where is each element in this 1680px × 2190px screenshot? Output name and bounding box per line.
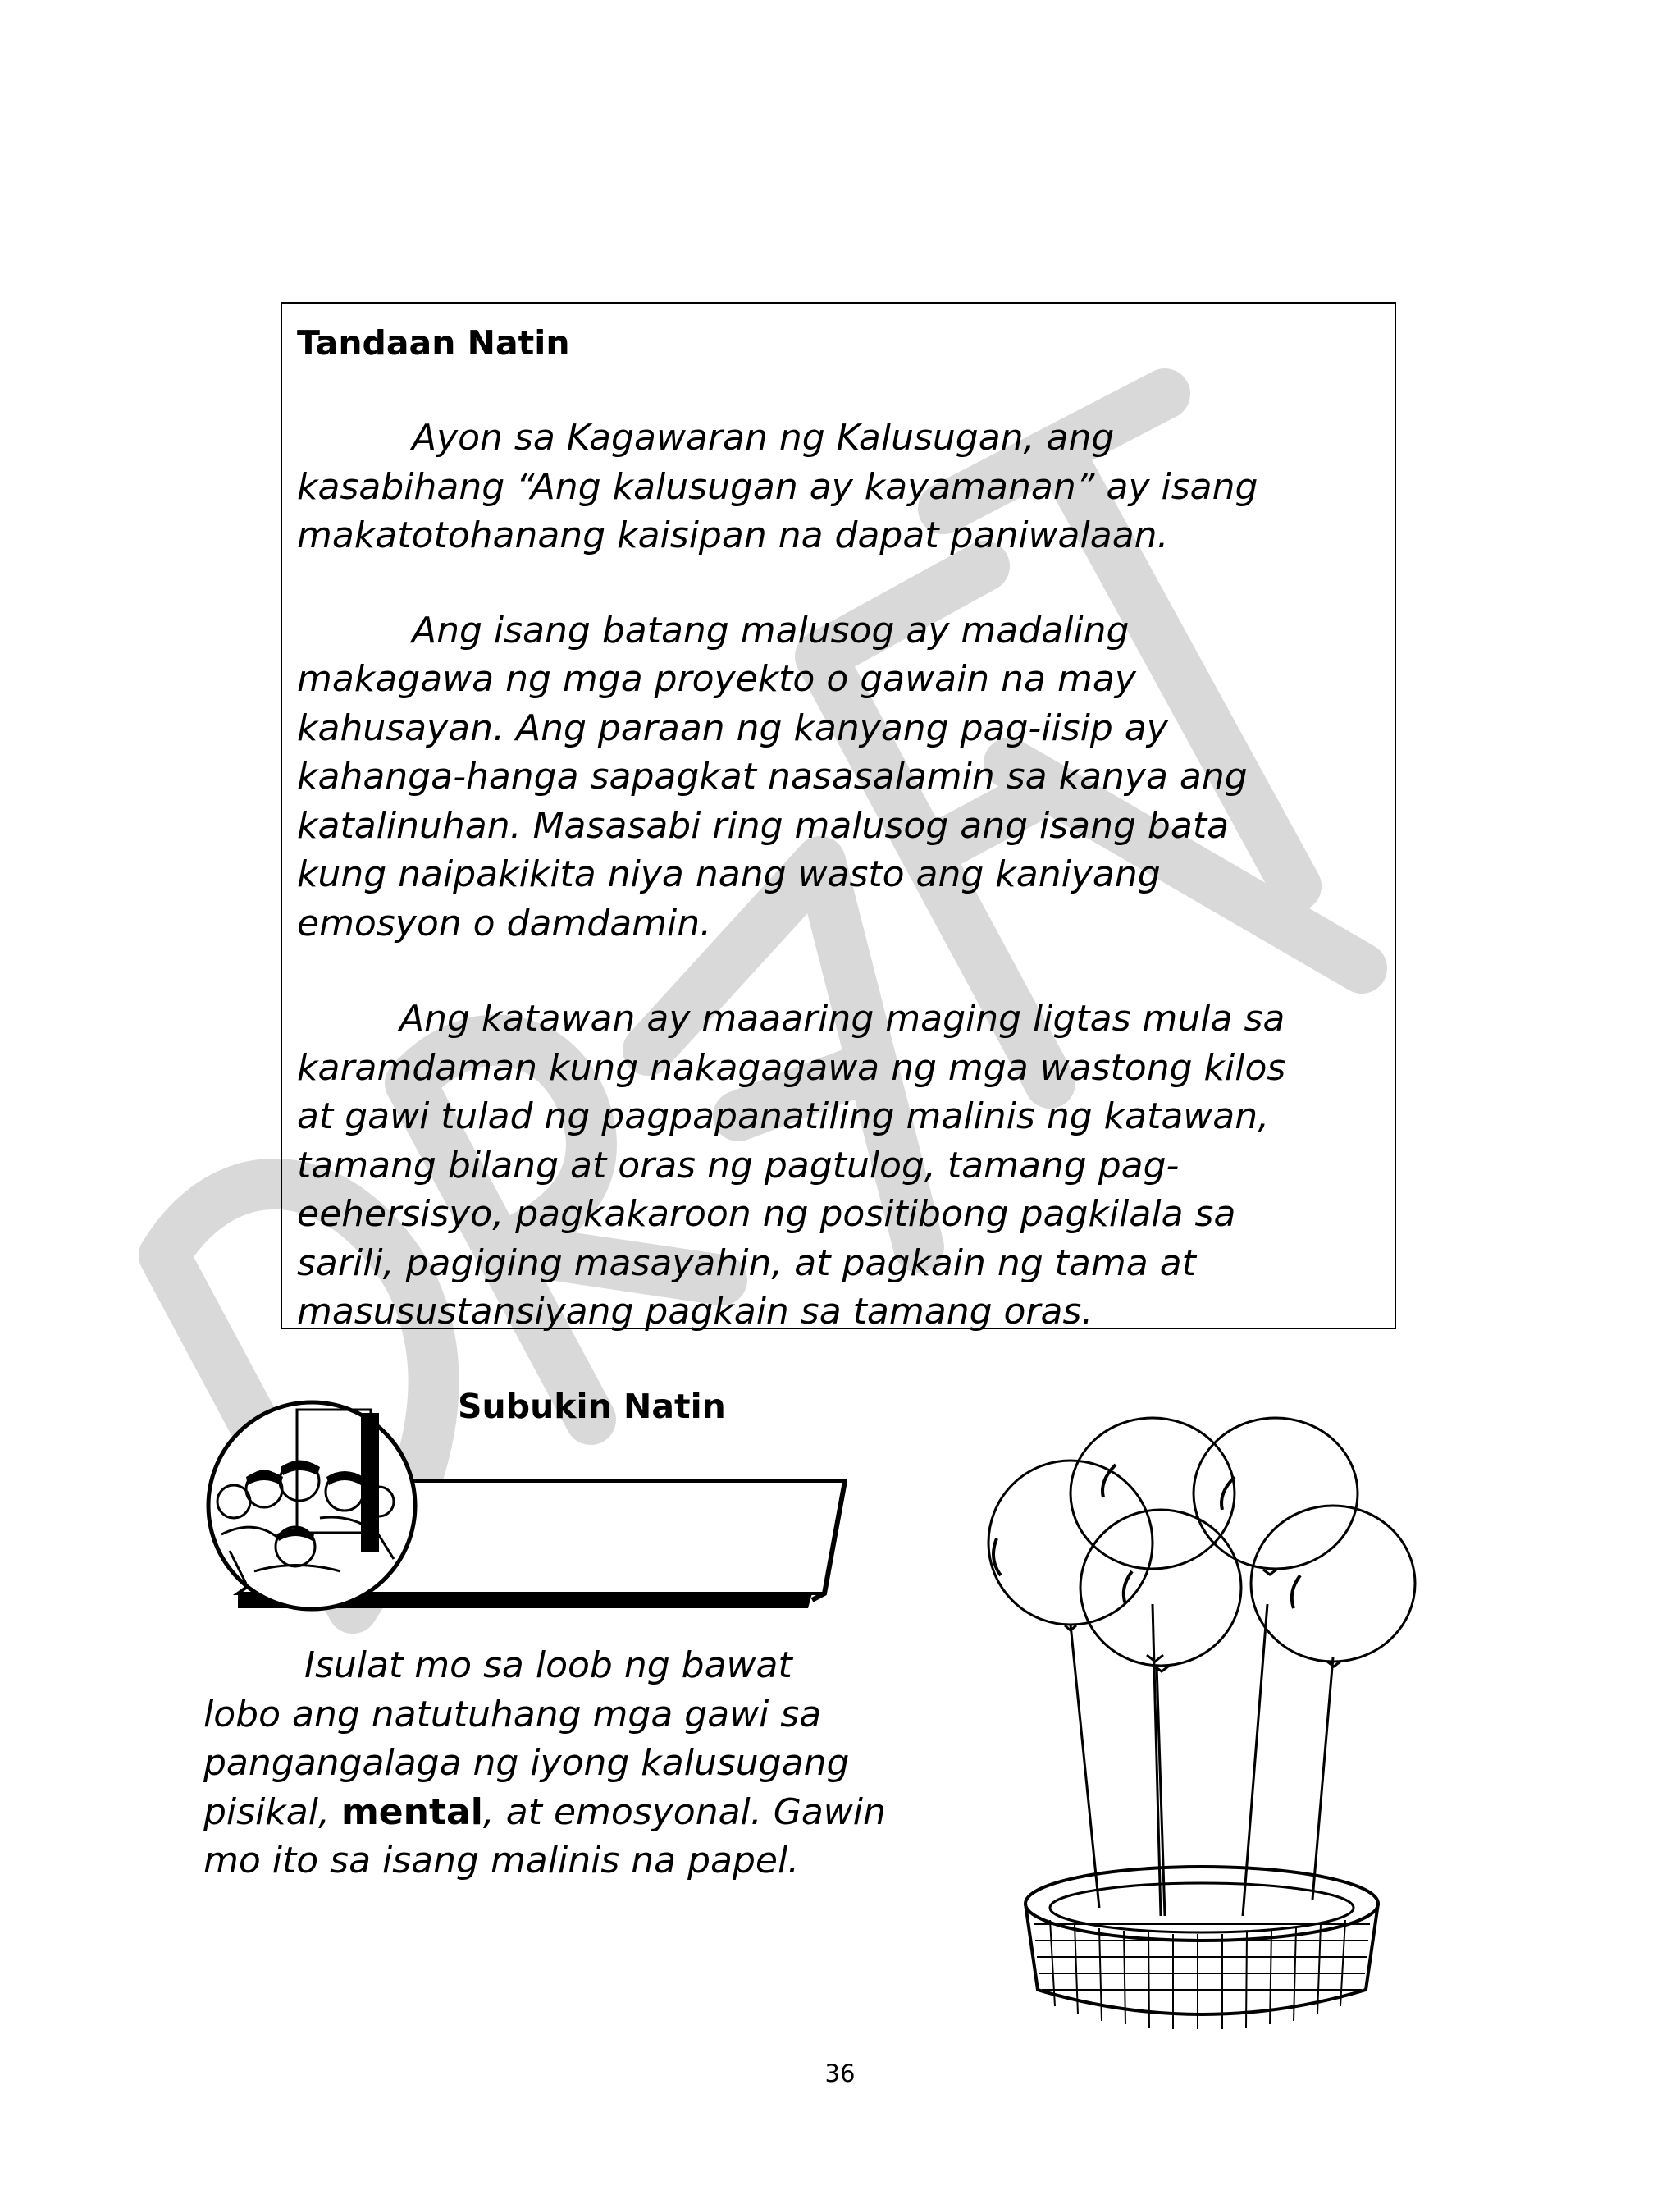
paragraph-3-line: eehersisyo, pagkakaroon ng positibong pagkilala sa [297, 1193, 1236, 1235]
instruction-line: mo ito sa isang malinis na papel. [203, 1840, 800, 1881]
instruction-line: Isulat mo sa loob ng bawat [304, 1644, 792, 1686]
paragraph-3-line: masusustansiyang pagkain sa tamang oras. [297, 1291, 1093, 1333]
instruction-line: lobo ang natutuhang mga gawi sa [203, 1693, 822, 1735]
paragraph-2-line: kahanga-hanga sapagkat nasasalamin sa kanya ang [297, 756, 1248, 798]
paragraph-2 [297, 606, 1378, 949]
paragraph-1-line: kasabihang “Ang kalusugan ay kayamanan” ay isang [297, 465, 1258, 508]
paragraph-1 [297, 414, 1378, 560]
bold-mental: mental [340, 1790, 483, 1833]
paragraph-3-line: at gawi tulad ng pagpapanatiling malinis ng katawan, [297, 1095, 1270, 1137]
tandaan-natin-box [281, 302, 1396, 1333]
paragraph-2-line: kahusayan. Ang paraan ng kanyang pag-iisip ay [297, 706, 1168, 749]
paragraph-3-line: Ang katawan ay maaaring maging ligtas mula sa [399, 998, 1285, 1040]
subukin-natin-title: Subukin Natin [458, 1387, 726, 1426]
instruction-line: pangangalaga ng iyong kalusugang [203, 1742, 850, 1784]
paragraph-2-line: emosyon o damdamin. [297, 902, 712, 944]
paragraph-3-line: sarili, pagiging masayahin, at pagkain ng tama at [297, 1241, 1196, 1284]
paragraph-2-line: Ang isang batang malusog ay madaling [412, 609, 1130, 652]
subukin-instructions [203, 1641, 958, 1886]
paragraph-2-line: kung naipakikita niya nang wasto ang kaniyang [297, 853, 1161, 895]
tandaan-natin-title: Tandaan Natin [297, 323, 570, 363]
paragraph-2-line: katalinuhan. Masasabi ring malusog ang isang bata [297, 804, 1230, 847]
instruction-text: pisikal, [203, 1790, 341, 1833]
instruction-text: , at emosyonal. Gawin [482, 1790, 886, 1833]
page-number: 36 [824, 2060, 856, 2087]
paragraph-1-line: Ayon sa Kagawaran ng Kalusugan, ang [412, 417, 1115, 459]
instruction-line [203, 1788, 958, 1837]
balloons-basket-illustration [952, 1415, 1427, 2047]
paragraph-2-line: makagawa ng mga proyekto o gawain na may [297, 658, 1136, 700]
paragraph-3-line: karamdaman kung nakagagawa ng mga wastong kilos [297, 1046, 1286, 1089]
paragraph-1-line: makatotohanang kaisipan na dapat paniwalaan. [297, 514, 1169, 556]
paragraph-3-line: tamang bilang at oras ng pagtulog, tamang pag- [297, 1144, 1180, 1186]
paragraph-3 [297, 994, 1378, 1337]
